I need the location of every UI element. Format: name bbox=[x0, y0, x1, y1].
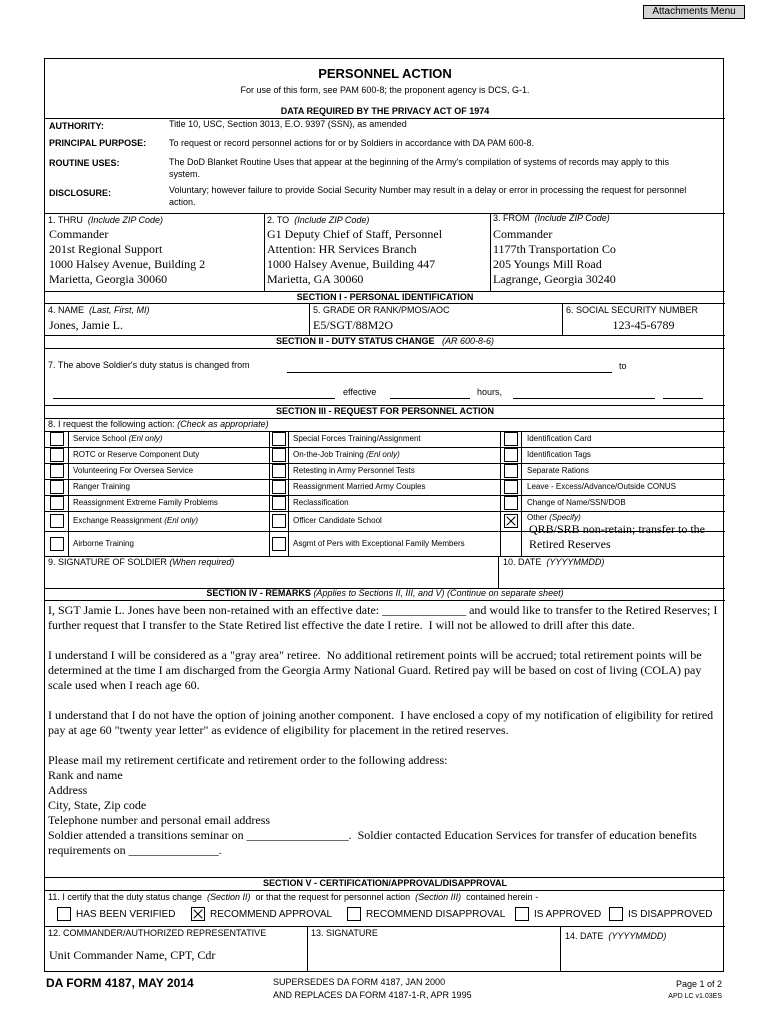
form-subtitle: For use of this form, see PAM 600-8; the proponent agency is DCS, G-1. bbox=[240, 85, 530, 95]
commander-signature-field[interactable] bbox=[309, 941, 557, 969]
checkbox-col1-0[interactable] bbox=[50, 432, 64, 446]
checkbox-col3-4[interactable] bbox=[504, 496, 518, 510]
checkbox-col3-1[interactable] bbox=[504, 448, 518, 462]
cert-option-label-0: HAS BEEN VERIFIED bbox=[76, 909, 176, 920]
supersedes-line-1: SUPERSEDES DA FORM 4187, JAN 2000 bbox=[273, 977, 446, 987]
routine-uses-text: The DoD Blanket Routine Uses that appear at the beginning of the Army's compilation of systems of records may apply to this system. bbox=[169, 157, 669, 179]
grade-value[interactable]: E5/SGT/88M2O bbox=[313, 318, 394, 332]
action-label-col3-1: Identification Tags bbox=[527, 450, 591, 459]
cert-option-label-1: RECOMMEND APPROVAL bbox=[210, 909, 333, 920]
other-specify-value[interactable]: QRB/SRB non-retain; transfer to the Retired Reserves bbox=[529, 522, 705, 551]
action-label-col1-6: Airborne Training bbox=[73, 539, 134, 548]
hours-label: hours, bbox=[477, 387, 503, 397]
soldier-signature-label: 9. SIGNATURE OF SOLDIER (When required) bbox=[48, 557, 235, 567]
from-address[interactable]: Commander 1177th Transportation Co 205 Youngs Mill Road Lagrange, Georgia 30240 bbox=[493, 227, 616, 286]
name-label: 4. NAME (Last, First, MI) bbox=[48, 305, 150, 315]
form-container bbox=[44, 58, 724, 972]
authority-text: Title 10, USC, Section 3013, E.O. 9397 (SSN), as amended bbox=[169, 119, 407, 129]
check-x-icon bbox=[192, 908, 204, 920]
action-label-col2-5: Officer Candidate School bbox=[293, 516, 382, 525]
checkbox-col1-4[interactable] bbox=[50, 496, 64, 510]
checkbox-col2-0[interactable] bbox=[272, 432, 286, 446]
commander-signature-label: 13. SIGNATURE bbox=[311, 928, 378, 938]
form-id: DA FORM 4187, MAY 2014 bbox=[46, 976, 194, 990]
ssn-label: 6. SOCIAL SECURITY NUMBER bbox=[566, 305, 699, 315]
cert-option-checkbox-3[interactable] bbox=[515, 907, 529, 921]
name-value[interactable]: Jones, Jamie L. bbox=[49, 318, 123, 332]
action-label-col1-0: Service School (Enl only) bbox=[73, 434, 163, 443]
checkbox-col2-6[interactable] bbox=[272, 537, 286, 551]
disclosure-label: DISCLOSURE: bbox=[49, 188, 112, 198]
remarks-paragraph-2: I understand I will be considered as a "gray area" retiree. No additional retirement points will be accrued; total retirement points will be determined at the time I am discharged from the Georgia Army National Guard. Retired pay will be based on cost of living (COLA) pay scale used when I reach age 60. bbox=[48, 648, 705, 692]
principal-purpose-label: PRINCIPAL PURPOSE: bbox=[49, 138, 147, 148]
form-version: APD LC v1.03ES bbox=[668, 993, 722, 1000]
checkbox-col3-0[interactable] bbox=[504, 432, 518, 446]
section-5-heading: SECTION V - CERTIFICATION/APPROVAL/DISAPPROVAL bbox=[262, 878, 507, 888]
soldier-signature-field[interactable] bbox=[47, 569, 495, 587]
thru-label: 1. THRU (Include ZIP Code) bbox=[48, 215, 164, 225]
to-label: 2. TO (Include ZIP Code) bbox=[267, 215, 370, 225]
attachments-menu-button[interactable]: Attachments Menu bbox=[643, 5, 745, 19]
effective-field[interactable] bbox=[390, 398, 470, 399]
remarks-paragraph-3: I understand that I do not have the option of joining another component. I have enclosed a copy of my notification of eligibility for retired pay at age 60 "twenty year letter" as evidence of eligibility for placement in the retired reserves. bbox=[48, 708, 717, 737]
routine-uses-label: ROUTINE USES: bbox=[49, 158, 120, 168]
checkbox-col2-3[interactable] bbox=[272, 480, 286, 494]
action-label-col2-3: Reassignment Married Army Couples bbox=[293, 482, 426, 491]
action-label-col3-2: Separate Rations bbox=[527, 466, 589, 475]
extra-field[interactable] bbox=[663, 398, 703, 399]
page-number: Page 1 of 2 bbox=[675, 979, 722, 989]
checkbox-col1-2[interactable] bbox=[50, 464, 64, 478]
soldier-date-label: 10. DATE (YYYYMMDD) bbox=[503, 557, 605, 567]
checkbox-col1-6[interactable] bbox=[50, 537, 64, 551]
privacy-heading: DATA REQUIRED BY THE PRIVACY ACT OF 1974 bbox=[280, 106, 490, 116]
cert-option-label-3: IS APPROVED bbox=[534, 909, 602, 920]
cert-option-label-4: IS DISAPPROVED bbox=[628, 909, 713, 920]
checkbox-col2-5[interactable] bbox=[272, 514, 286, 528]
cert-option-label-2: RECOMMEND DISAPPROVAL bbox=[366, 909, 506, 920]
action-label-col2-6: Asgmt of Pers with Exceptional Family Members bbox=[293, 539, 465, 548]
action-label-col1-2: Volunteering For Oversea Service bbox=[73, 466, 194, 475]
to-address[interactable]: G1 Deputy Chief of Staff, Personnel Attention: HR Services Branch 1000 Halsey Avenue, Building 447 Marietta, GA 30060 bbox=[267, 227, 443, 286]
action-label-col2-2: Retesting in Army Personnel Tests bbox=[293, 466, 415, 475]
authority-label: AUTHORITY: bbox=[49, 121, 104, 131]
checkbox-col3-3[interactable] bbox=[504, 480, 518, 494]
principal-purpose-text: To request or record personnel actions for or by Soldiers in accordance with DA PAM 600-8. bbox=[169, 138, 535, 148]
remarks-paragraph-1: I, SGT Jamie L. Jones have been non-retained with an effective date: ______________ and would like to transfer to the Retired Reserves; I further request that I transfer to the State Retired list effective the date I retire. I will not be allowed to drill after this date. bbox=[48, 603, 721, 632]
effective-label: effective bbox=[343, 387, 377, 397]
cert-option-checkbox-1[interactable] bbox=[191, 907, 205, 921]
disclosure-text: Voluntary; however failure to provide Social Security Number may result in a delay or error in processing the request for personnel action. bbox=[169, 185, 687, 207]
form-title: PERSONNEL ACTION bbox=[318, 66, 452, 81]
checkbox-col1-3[interactable] bbox=[50, 480, 64, 494]
from-label: 3. FROM (Include ZIP Code) bbox=[493, 213, 610, 223]
thru-address[interactable]: Commander 201st Regional Support 1000 Halsey Avenue, Building 2 Marietta, Georgia 30060 bbox=[49, 227, 206, 286]
grade-label: 5. GRADE OR RANK/PMOS/AOC bbox=[313, 305, 450, 315]
certify-text: 11. I certify that the duty status change (Section II) or that the request for personnel action (Section III) contained herein - bbox=[48, 892, 539, 902]
cert-option-checkbox-4[interactable] bbox=[609, 907, 623, 921]
action-label-col1-1: ROTC or Reserve Component Duty bbox=[73, 450, 200, 459]
section-1-heading: SECTION I - PERSONAL IDENTIFICATION bbox=[296, 292, 474, 302]
checkbox-col3-2[interactable] bbox=[504, 464, 518, 478]
status-to-label: to bbox=[619, 361, 627, 371]
action-label-col2-1: On-the-Job Training (Enl only) bbox=[293, 450, 400, 459]
checkbox-col2-1[interactable] bbox=[272, 448, 286, 462]
commander-label: 12. COMMANDER/AUTHORIZED REPRESENTATIVE bbox=[48, 928, 267, 938]
ssn-value[interactable]: 123-45-6789 bbox=[612, 318, 675, 332]
remarks-paragraph-4: Please mail my retirement certificate and retirement order to the following address: Rank and name Address City, State, Zip code Telephone number and personal email address Soldier attended a transitions seminar on _________________. Soldier contacted Education Services for transfer of education benefits requirements on _______________. bbox=[48, 753, 697, 857]
cert-option-checkbox-2[interactable] bbox=[347, 907, 361, 921]
section-2-heading: SECTION II - DUTY STATUS CHANGE (AR 600-8-6) bbox=[275, 336, 495, 346]
request-intro: 8. I request the following action: (Check as appropriate) bbox=[48, 419, 269, 429]
action-label-col3-0: Identification Card bbox=[527, 434, 592, 443]
action-label-col1-4: Reassignment Extreme Family Problems bbox=[73, 498, 218, 507]
date-field[interactable] bbox=[513, 398, 655, 399]
section-3-heading: SECTION III - REQUEST FOR PERSONNEL ACTION bbox=[275, 406, 495, 416]
action-label-col1-5: Exchange Reassignment (Enl only) bbox=[73, 516, 198, 525]
action-label-col2-0: Special Forces Training/Assignment bbox=[293, 434, 421, 443]
checkbox-col1-1[interactable] bbox=[50, 448, 64, 462]
checkbox-col2-2[interactable] bbox=[272, 464, 286, 478]
action-label-col1-3: Ranger Training bbox=[73, 482, 130, 491]
action-label-col2-4: Reclassification bbox=[293, 498, 349, 507]
section-4-heading: SECTION IV - REMARKS (Applies to Sections II, III, and V) (Continue on separate sheet) bbox=[206, 588, 564, 598]
duty-status-line: 7. The above Soldier's duty status is changed from bbox=[48, 360, 250, 370]
status-to-field[interactable] bbox=[53, 398, 335, 399]
check-x-icon bbox=[505, 515, 517, 527]
cert-option-checkbox-0[interactable] bbox=[57, 907, 71, 921]
action-label-col3-4: Change of Name/SSN/DOB bbox=[527, 498, 626, 507]
action-label-col3-3: Leave - Excess/Advance/Outside CONUS bbox=[527, 482, 676, 491]
checkbox-col3-5[interactable] bbox=[504, 514, 518, 528]
commander-date-label: 14. DATE (YYYYMMDD) bbox=[565, 931, 667, 941]
status-from-field[interactable] bbox=[287, 372, 612, 373]
supersedes-line-2: AND REPLACES DA FORM 4187-1-R, APR 1995 bbox=[273, 990, 472, 1000]
remarks-text[interactable] bbox=[48, 603, 724, 858]
checkbox-col1-5[interactable] bbox=[50, 514, 64, 528]
action-label-col3-5: Other (Specify) bbox=[527, 513, 581, 522]
checkbox-col2-4[interactable] bbox=[272, 496, 286, 510]
commander-value[interactable]: Unit Commander Name, CPT, Cdr bbox=[49, 948, 216, 962]
